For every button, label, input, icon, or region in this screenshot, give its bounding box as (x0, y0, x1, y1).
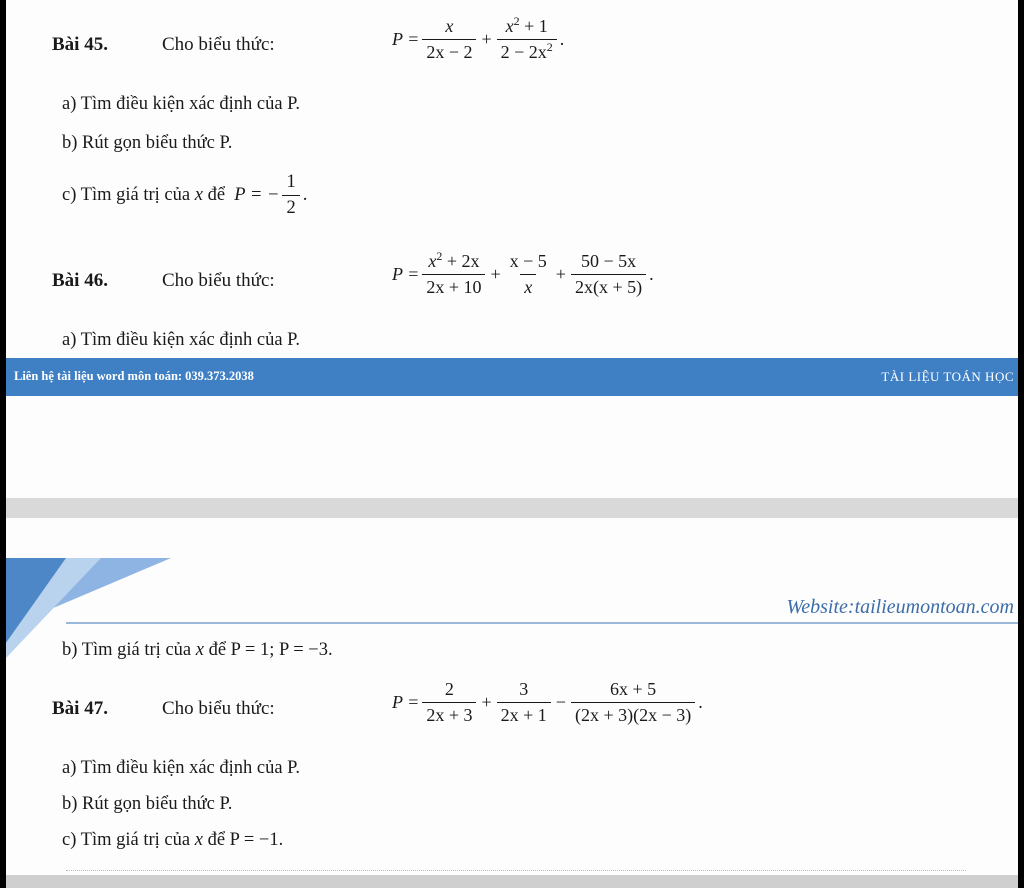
task-text: c) Tìm giá trị của (62, 830, 191, 850)
next-page-edge (6, 875, 1018, 888)
fraction-2 (497, 679, 551, 725)
formula-end: . (698, 691, 703, 712)
problem-45-task-b: b) Rút gọn biểu thức P. (62, 133, 233, 153)
problem-45-intro: Cho biểu thức: (162, 34, 275, 55)
fraction-numerator: x (445, 16, 454, 36)
fraction-1 (422, 679, 476, 725)
page-footer-band (6, 358, 1018, 396)
fraction-denominator: 2x + 3 (422, 702, 476, 726)
problem-47-intro: Cho biểu thức: (162, 698, 275, 719)
task-variable: x (195, 640, 204, 660)
numerator-tail: + 2x (442, 251, 480, 271)
fraction-numerator: 1 (286, 172, 296, 192)
problem-45-task-c (62, 172, 307, 220)
header-website: Website:tailieumontoan.com (786, 596, 1014, 618)
task-variable: x (194, 830, 203, 850)
fraction-denominator: 2x + 1 (497, 702, 551, 726)
operator-plus: + (490, 263, 501, 284)
problem-46-formula (392, 251, 654, 297)
document-page-bottom (6, 518, 1018, 875)
problem-45-task-a: a) Tìm điều kiện xác định của P. (62, 94, 301, 114)
numerator-exponent: 2 (513, 14, 520, 28)
fraction-numerator: x − 5 (509, 251, 547, 271)
problem-47-task-b: b) Rút gọn biểu thức P. (62, 794, 233, 814)
problem-46-task-b (62, 640, 333, 661)
footer-brand: TÀI LIỆU TOÁN HỌC (881, 369, 1014, 384)
operator-plus: + (481, 691, 492, 712)
formula-lhs: P = (392, 263, 420, 284)
page-separator (6, 498, 1018, 518)
fraction-denominator: 2x(x + 5) (571, 274, 646, 298)
denominator-head: 2 − 2x (500, 41, 547, 62)
problem-47-label: Bài 47. (52, 698, 108, 719)
fraction-numerator (424, 251, 483, 274)
operator-minus: − (555, 691, 566, 712)
task-end: . (302, 185, 308, 206)
fraction-2 (497, 16, 557, 62)
fraction-1 (422, 16, 476, 62)
numerator-base: x (505, 16, 514, 36)
problem-45-formula (392, 16, 564, 62)
problem-47-formula (392, 679, 703, 725)
numerator-exponent: 2 (436, 249, 443, 263)
fraction-denominator: (2x + 3)(2x − 3) (571, 702, 695, 726)
fraction-3 (571, 251, 646, 297)
fraction-numerator: 6x + 5 (610, 679, 657, 699)
fraction-denominator: 2x − 2 (422, 39, 476, 63)
problem-46-intro: Cho biểu thức: (162, 270, 275, 291)
fraction-1 (422, 251, 485, 297)
task-text: b) Tìm giá trị của (62, 640, 192, 660)
task-text-2: để P = 1; P = −3. (208, 640, 333, 660)
fraction-numerator: 50 − 5x (580, 251, 637, 271)
fraction-2 (506, 251, 551, 297)
problem-46-task-a: a) Tìm điều kiện xác định của P. (62, 330, 301, 350)
operator-plus: + (555, 263, 566, 284)
problem-45-label: Bài 45. (52, 34, 108, 55)
numerator-tail: + 1 (519, 16, 548, 36)
formula-end: . (649, 263, 654, 284)
problem-46-label: Bài 46. (52, 270, 108, 291)
fraction-denominator: x (520, 274, 536, 298)
fraction-denominator: 2 (282, 195, 299, 219)
formula-lhs: P = (392, 691, 420, 712)
task-variable: x (194, 185, 203, 206)
fraction-denominator: 2x + 10 (422, 274, 485, 298)
denominator-exponent: 2 (546, 39, 553, 54)
formula-end: . (559, 28, 565, 49)
task-lhs: P = − (234, 185, 280, 206)
document-page-top (6, 0, 1018, 498)
footer-contact: Liên hệ tài liệu word môn toán: 039.373.2038 (14, 369, 254, 383)
fraction-half (282, 172, 299, 220)
fraction-denominator (497, 39, 557, 63)
task-text-2: để P = −1. (207, 830, 284, 850)
header-rule (66, 622, 1018, 624)
formula-lhs: P = (392, 28, 420, 49)
page-bottom-rule (66, 870, 966, 873)
operator-plus: + (481, 28, 492, 49)
problem-47-task-a: a) Tìm điều kiện xác định của P. (62, 758, 301, 778)
numerator-base: x (428, 251, 437, 271)
fraction-numerator: 3 (519, 679, 529, 699)
fraction-numerator: 2 (444, 679, 454, 699)
fraction-3 (571, 679, 695, 725)
problem-47-task-c (62, 830, 283, 851)
task-text-2: để (207, 185, 226, 206)
fraction-numerator (502, 16, 552, 39)
task-text: c) Tìm giá trị của (62, 185, 191, 206)
